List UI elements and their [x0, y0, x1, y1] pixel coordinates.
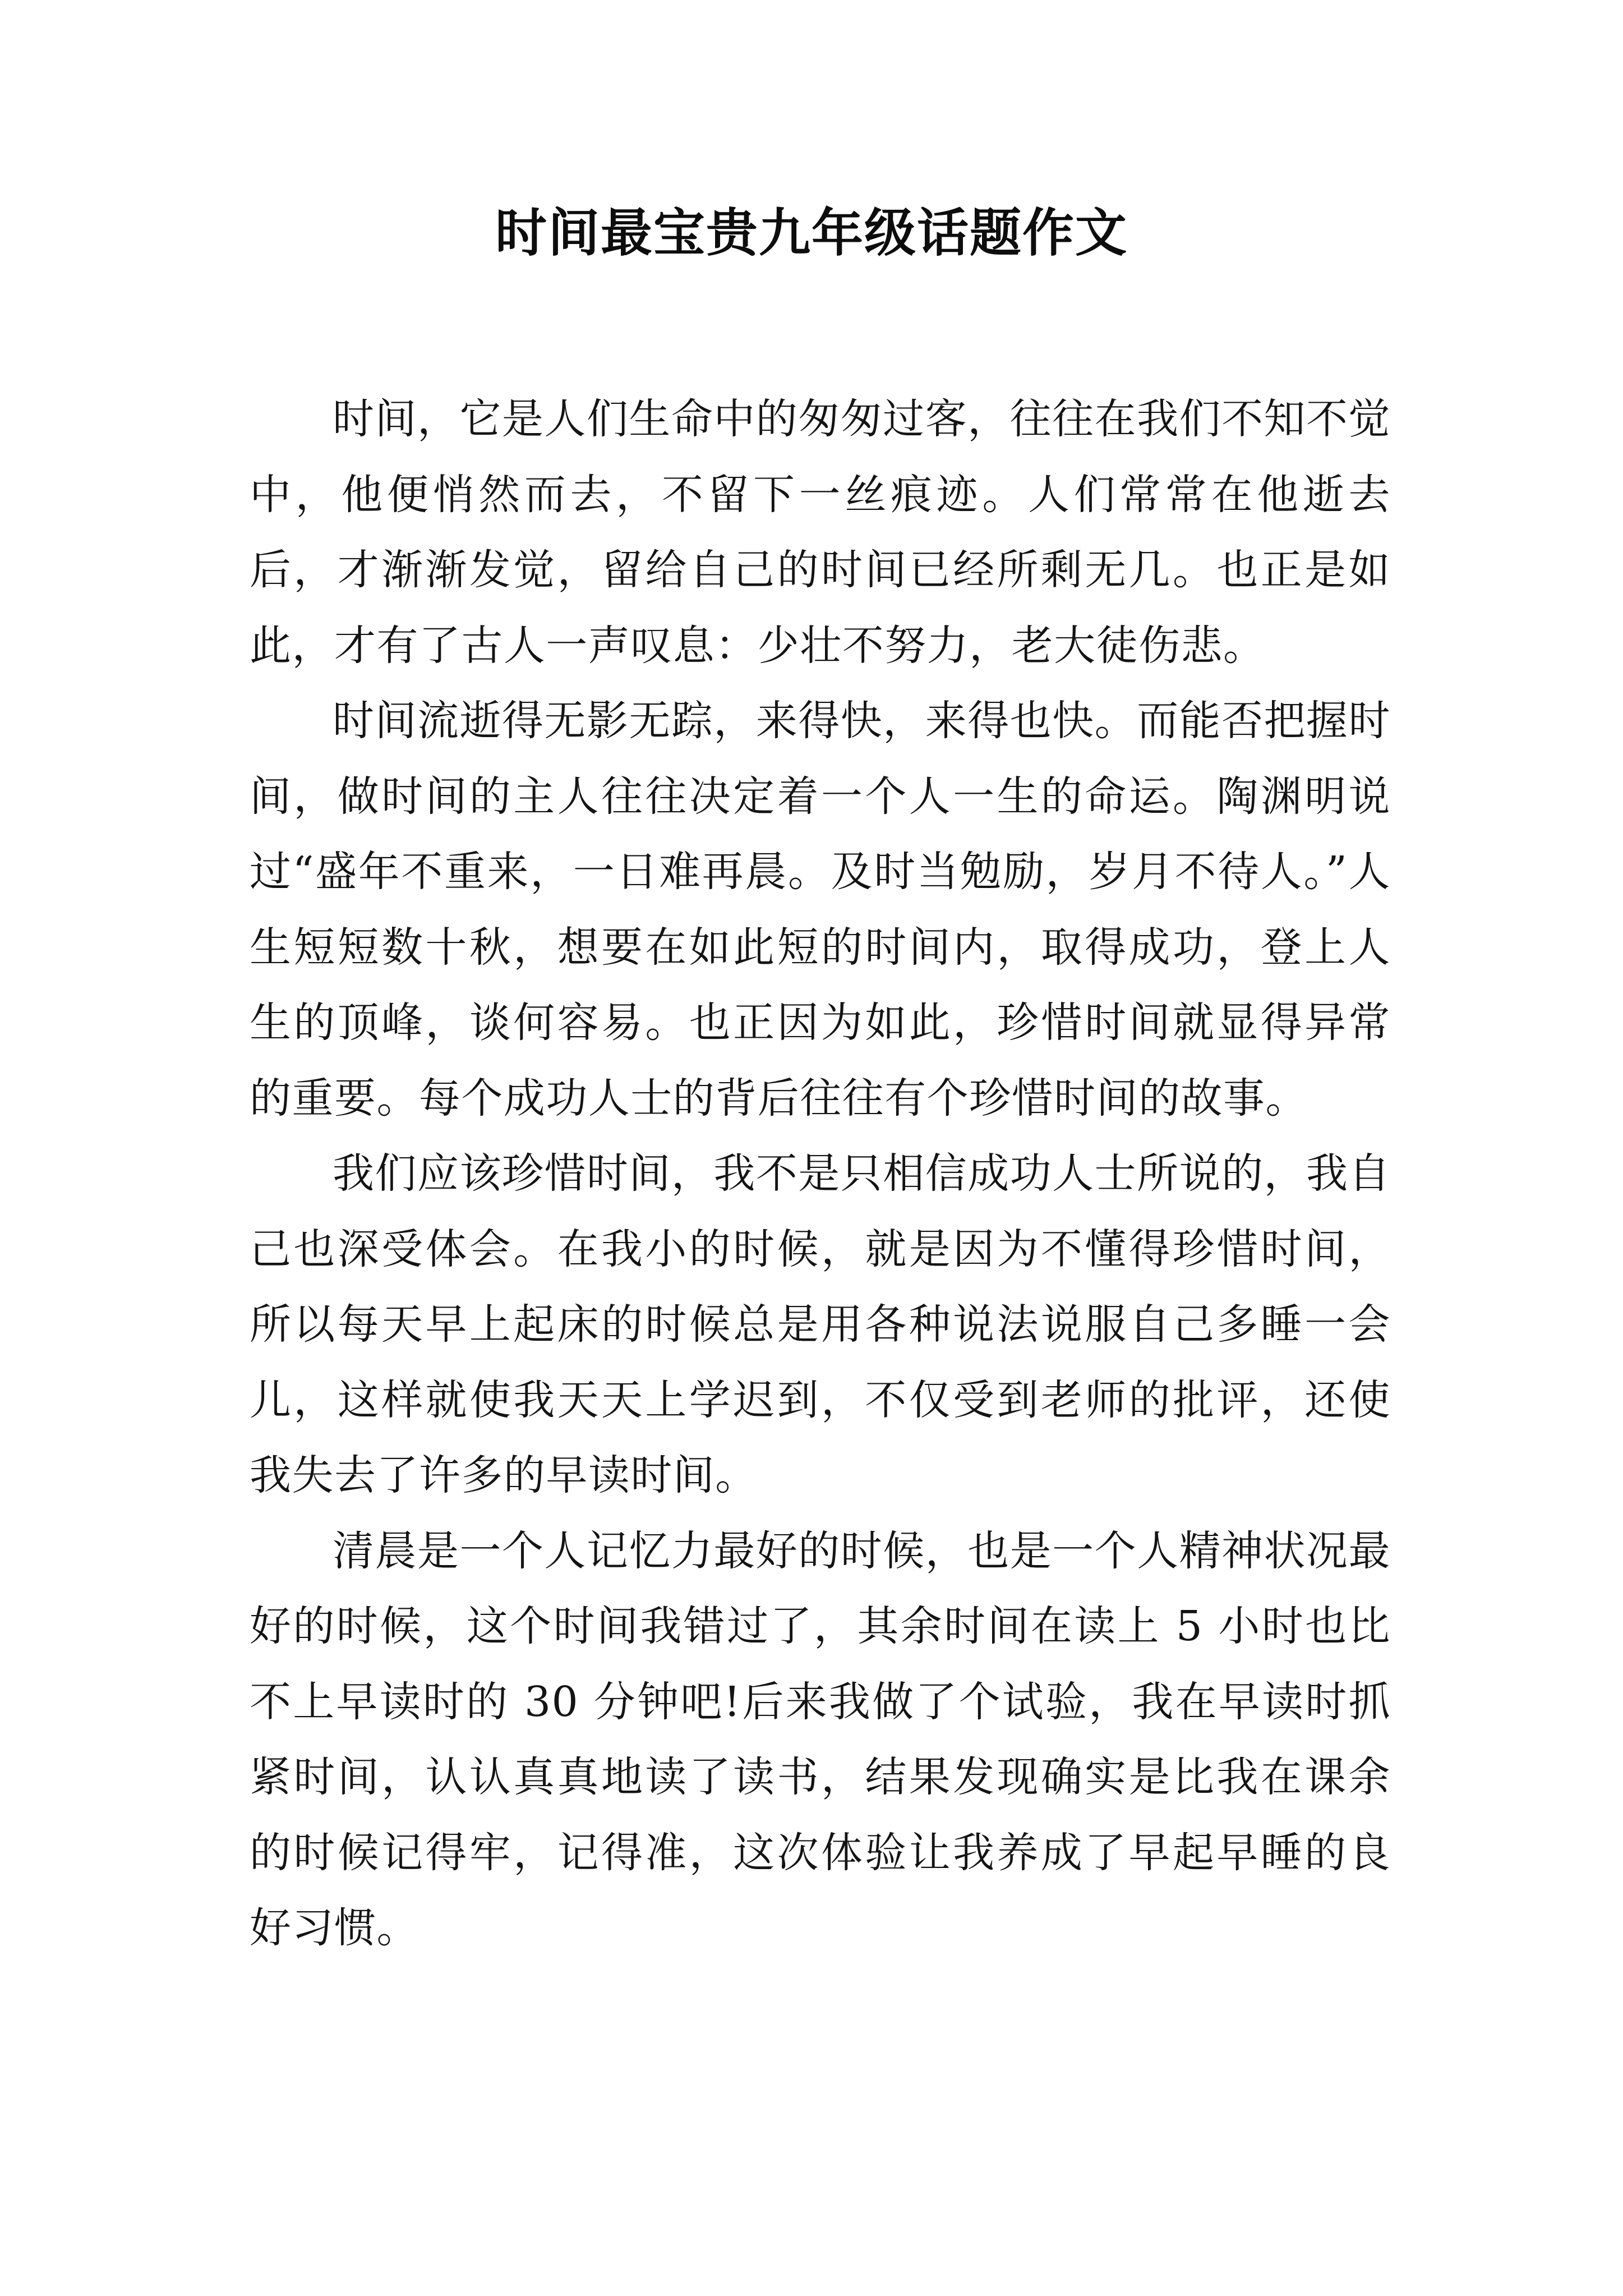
- paragraph-4: 清晨是一个人记忆力最好的时候，也是一个人精神状况最好的时候，这个时间我错过了，其余时间在读上 5 小时也比不上早读时的 30 分钟吧!后来我做了个试验，我在早读时抓紧时间，认认真真地读了读书，结果发现确实是比我在课余的时候记得牢，记得准，这次体验让我养成了早起早睡的良好习惯。: [250, 1526, 1391, 1952]
- paragraph-2: 时间流逝得无影无踪，来得快，来得也快。而能否把握时间，做时间的主人往往决定着一个人一生的命运。陶渊明说过“盛年不重来，一日难再晨。及时当勉励，岁月不待人。”人生短短数十秋，想要在如此短的时间内，取得成功，登上人生的顶峰，谈何容易。也正因为如此，珍惜时间就显得异常的重要。每个成功人士的背后往往有个珍惜时间的故事。: [250, 697, 1391, 1122]
- document-title: 时间最宝贵九年级话题作文: [495, 203, 1128, 263]
- paragraph-1: 时间，它是人们生命中的匆匆过客，往往在我们不知不觉中，他便悄然而去，不留下一丝痕迹。人们常常在他逝去后，才渐渐发觉，留给自己的时间已经所剩无几。也正是如此，才有了古人一声叹息：少壮不努力，老大徒伤悲。: [250, 395, 1391, 670]
- paragraph-3: 我们应该珍惜时间，我不是只相信成功人士所说的，我自己也深受体会。在我小的时候，就是因为不懂得珍惜时间，所以每天早上起床的时候总是用各种说法说服自己多睡一会儿，这样就使我天天上学迟到，不仅受到老师的批评，还使我失去了许多的早读时间。: [250, 1149, 1391, 1499]
- document-body: [250, 381, 1391, 1966]
